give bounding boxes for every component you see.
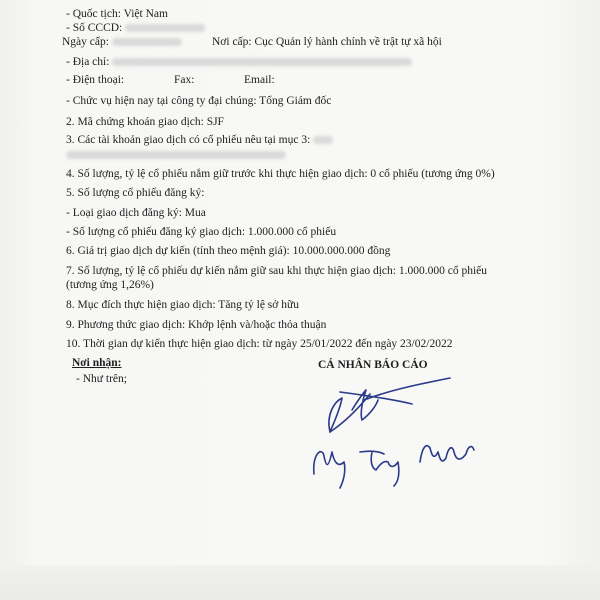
id-number-line: - Số CCCD: <box>66 21 205 35</box>
redacted-date <box>112 38 182 46</box>
address-line: - Địa chỉ: <box>66 55 412 69</box>
signature-name-stroke-2 <box>360 451 399 486</box>
redacted-id <box>125 24 205 32</box>
issue-date-line: Ngày cấp: <box>62 35 182 49</box>
recipients-heading: Nơi nhận: <box>72 357 122 369</box>
shares-after-ratio: (tương ứng 1,26%) <box>66 279 154 291</box>
signature-stroke-5 <box>340 392 412 404</box>
time-line: 10. Thời gian dự kiến thực hiện giao dịch: từ ngày 25/01/2022 đến ngày 23/02/2022 <box>66 338 453 350</box>
shares-after-line: 7. Số lượng, tỷ lệ cổ phiếu dự kiến nắm giữ sau khi thực hiện giao dịch: 1.000.000 cổ phiếu <box>66 265 487 277</box>
issue-place-line: Nơi cấp: Cục Quản lý hành chính về trật tự xã hội <box>212 36 442 48</box>
accounts-line: 3. Các tài khoản giao dịch có cổ phiếu nêu tại mục 3: <box>66 133 333 147</box>
reporter-heading: CÁ NHÂN BÁO CÁO <box>318 359 428 371</box>
signature <box>300 370 500 500</box>
position-line: - Chức vụ hiện nay tại công ty đại chúng: Tổng Giám đốc <box>66 95 332 107</box>
shares-before-line: 4. Số lượng, tỷ lệ cổ phiếu nắm giữ trước khi thực hiện giao dịch: 0 cổ phiếu (tương ứng 0%) <box>66 168 495 180</box>
page-bottom-edge <box>0 565 600 600</box>
transaction-quantity-line: - Số lượng cổ phiếu đăng ký giao dịch: 1.000.000 cổ phiếu <box>66 226 337 238</box>
method-line: 9. Phương thức giao dịch: Khớp lệnh và/hoặc thỏa thuận <box>66 319 327 331</box>
transaction-value-line: 6. Giá trị giao dịch dự kiến (tính theo mệnh giá): 10.000.000.000 đồng <box>66 245 391 257</box>
signature-name-stroke-1 <box>314 452 345 488</box>
shares-registered-line: 5. Số lượng cổ phiếu đăng ký: <box>66 187 205 199</box>
email-line: Email: <box>244 74 275 86</box>
nationality-line: - Quốc tịch: Việt Nam <box>66 8 168 20</box>
stock-code-line: 2. Mã chứng khoán giao dịch: SJF <box>66 116 224 128</box>
fax-line: Fax: <box>174 74 195 86</box>
redacted-account-detail <box>66 151 286 159</box>
signature-stroke-1 <box>329 398 342 432</box>
purpose-line: 8. Mục đích thực hiện giao dịch: Tăng tỷ lệ sở hữu <box>66 299 299 311</box>
redacted-address <box>112 58 412 66</box>
accounts-detail <box>66 148 286 162</box>
transaction-type-line: - Loại giao dịch đăng ký: Mua <box>66 207 206 219</box>
redacted-account <box>313 136 333 144</box>
signature-name-stroke-3 <box>420 446 474 462</box>
phone-line: - Điện thoại: <box>66 74 125 86</box>
recipients-item: - Như trên; <box>76 373 127 385</box>
